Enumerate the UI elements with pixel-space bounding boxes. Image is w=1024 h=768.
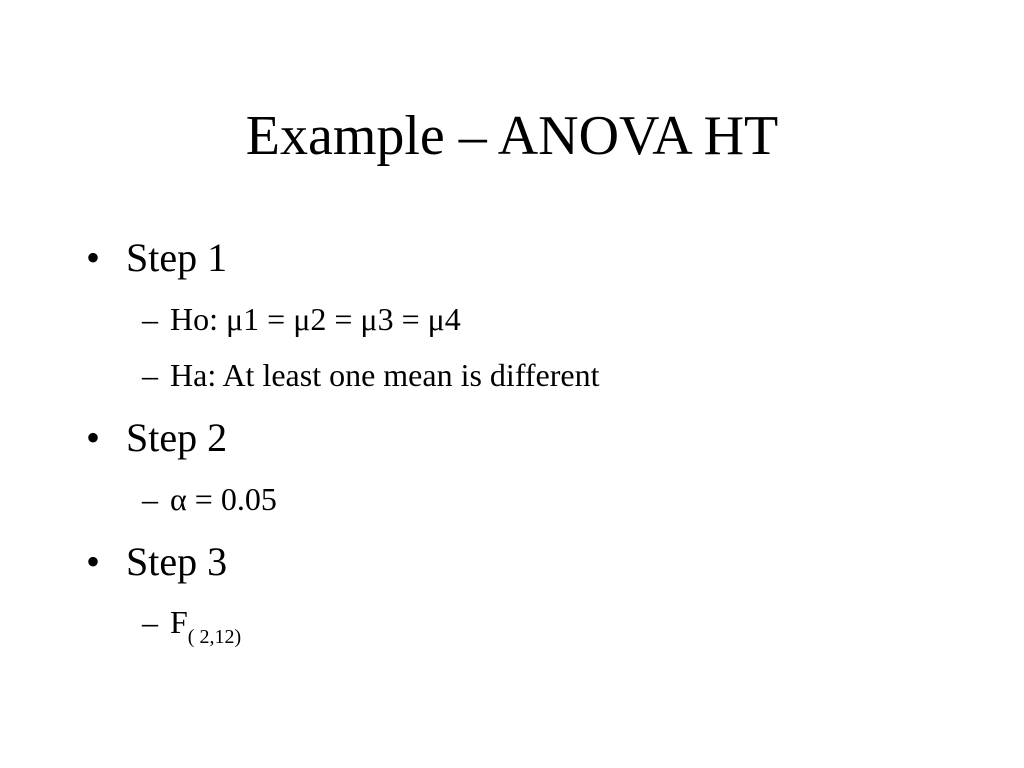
step-3-label: Step 3 xyxy=(126,539,228,584)
step-1-item-2 xyxy=(142,355,600,395)
step-2-label: Step 2 xyxy=(126,415,228,460)
step-2-bullet xyxy=(86,414,227,462)
slide-title: Example – ANOVA HT xyxy=(245,105,779,167)
dash-marker: – xyxy=(142,357,158,393)
bullet-marker: • xyxy=(86,235,101,280)
dash-marker: – xyxy=(142,301,158,337)
step-3-item-1 xyxy=(142,602,241,647)
bullet-marker: • xyxy=(86,539,101,584)
step-3-bullet xyxy=(86,538,227,586)
dash-marker: – xyxy=(142,604,158,640)
bullet-marker: • xyxy=(86,415,101,460)
alternative-hypothesis-text: Ha: At least one mean is different xyxy=(170,357,600,393)
dash-marker: – xyxy=(142,481,158,517)
step-2-item-1 xyxy=(142,479,277,519)
f-statistic-base: F xyxy=(170,604,188,640)
null-hypothesis-text: Ho: μ1 = μ2 = μ3 = μ4 xyxy=(170,301,461,337)
step-1-item-1 xyxy=(142,299,461,339)
significance-level-text: α = 0.05 xyxy=(170,481,277,517)
f-statistic-subscript: ( 2,12) xyxy=(187,626,242,648)
step-1-bullet xyxy=(86,234,227,282)
step-1-label: Step 1 xyxy=(126,235,228,280)
